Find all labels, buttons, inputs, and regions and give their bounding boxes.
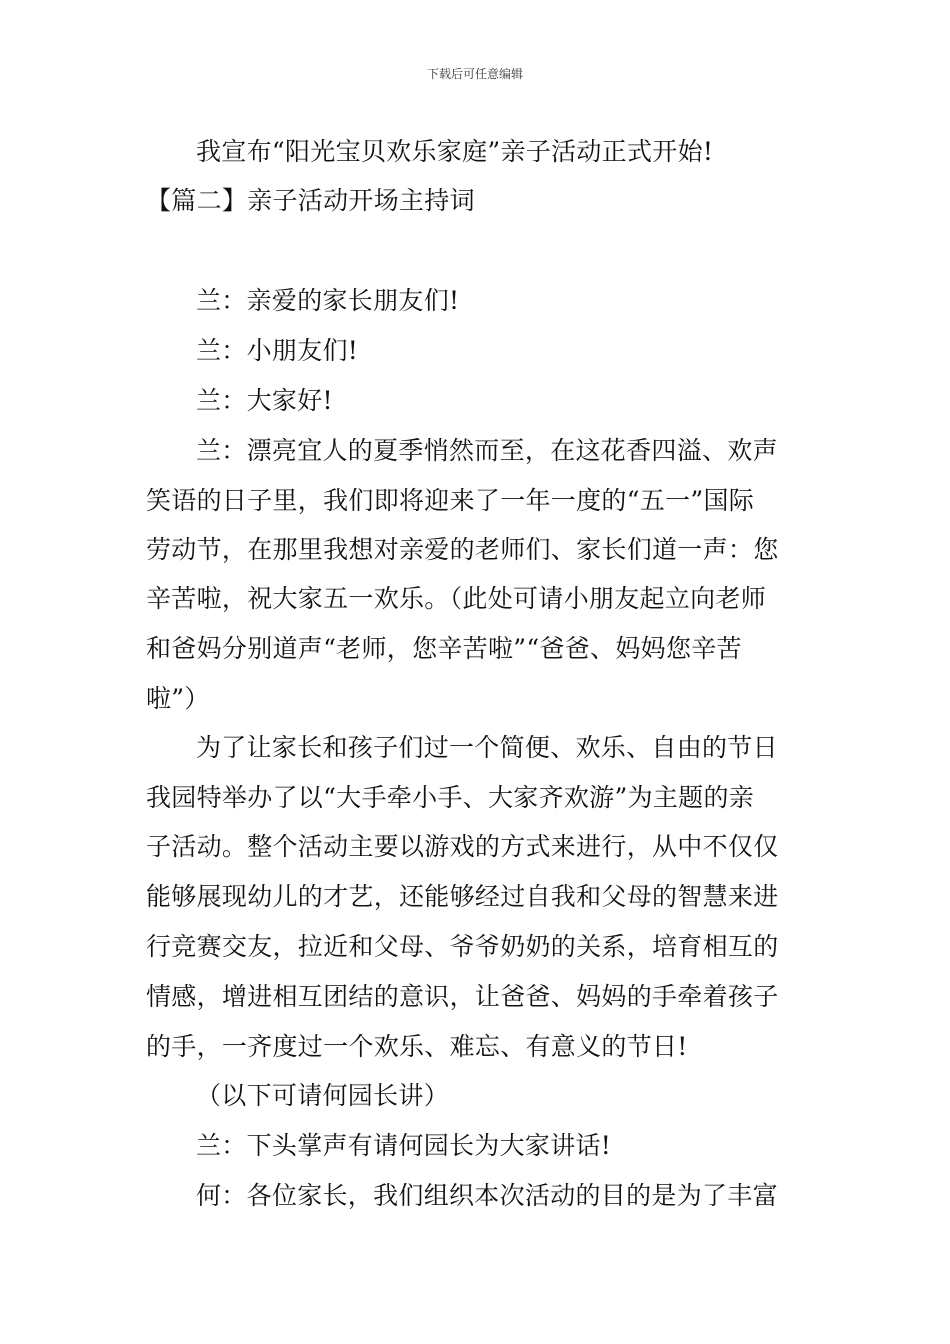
text-line: 我宣布“阳光宝贝欢乐家庭”亲子活动正式开始! [196, 137, 714, 166]
text-line: 为了让家长和孩子们过一个简便、欢乐、自由的节日 [196, 733, 778, 762]
text-line: 劳动节，在那里我想对亲爱的老师们、家长们道一声：您 [146, 535, 779, 564]
text-line: 兰：小朋友们! [196, 336, 359, 365]
page-header: 下载后可任意编辑 [426, 67, 523, 81]
text-line: 兰：漂亮宜人的夏季悄然而至，在这花香四溢、欢声 [196, 436, 778, 465]
text-line: 能够展现幼儿的才艺，还能够经过自我和父母的智慧来进 [146, 882, 779, 911]
text-line: 和爸妈分别道声“老师，您辛苦啦”“爸爸、妈妈您辛苦 [146, 634, 742, 663]
text-line: 行竞赛交友，拉近和父母、爷爷奶奶的关系，培育相互的 [146, 932, 779, 961]
text-line: 笑语的日子里，我们即将迎来了一年一度的“五一”国际 [146, 486, 755, 515]
text-line: 兰：下头掌声有请何园长为大家讲话! [196, 1131, 612, 1160]
text-line: 兰：大家好! [196, 386, 333, 415]
text-line: 我园特举办了以“大手牵小手、大家齐欢游”为主题的亲 [146, 783, 755, 812]
text-line: 何：各位家长，我们组织本次活动的目的是为了丰富 [196, 1181, 778, 1210]
text-line: 子活动。整个活动主要以游戏的方式来进行，从中不仅仅 [146, 832, 779, 861]
section-heading: 【篇二】亲子活动开场主持词 [146, 186, 475, 215]
text-line: 的手，一齐度过一个欢乐、难忘、有意义的节日! [146, 1032, 688, 1061]
text-line: 情感，增进相互团结的意识，让爸爸、妈妈的手牵着孩子 [146, 982, 779, 1011]
text-line: 兰：亲爱的家长朋友们! [196, 286, 460, 315]
text-line: 辛苦啦，祝大家五一欢乐。（此处可请小朋友起立向老师 [146, 584, 767, 613]
text-line: （以下可请何园长讲） [196, 1081, 450, 1110]
text-line: 啦”） [146, 684, 210, 713]
